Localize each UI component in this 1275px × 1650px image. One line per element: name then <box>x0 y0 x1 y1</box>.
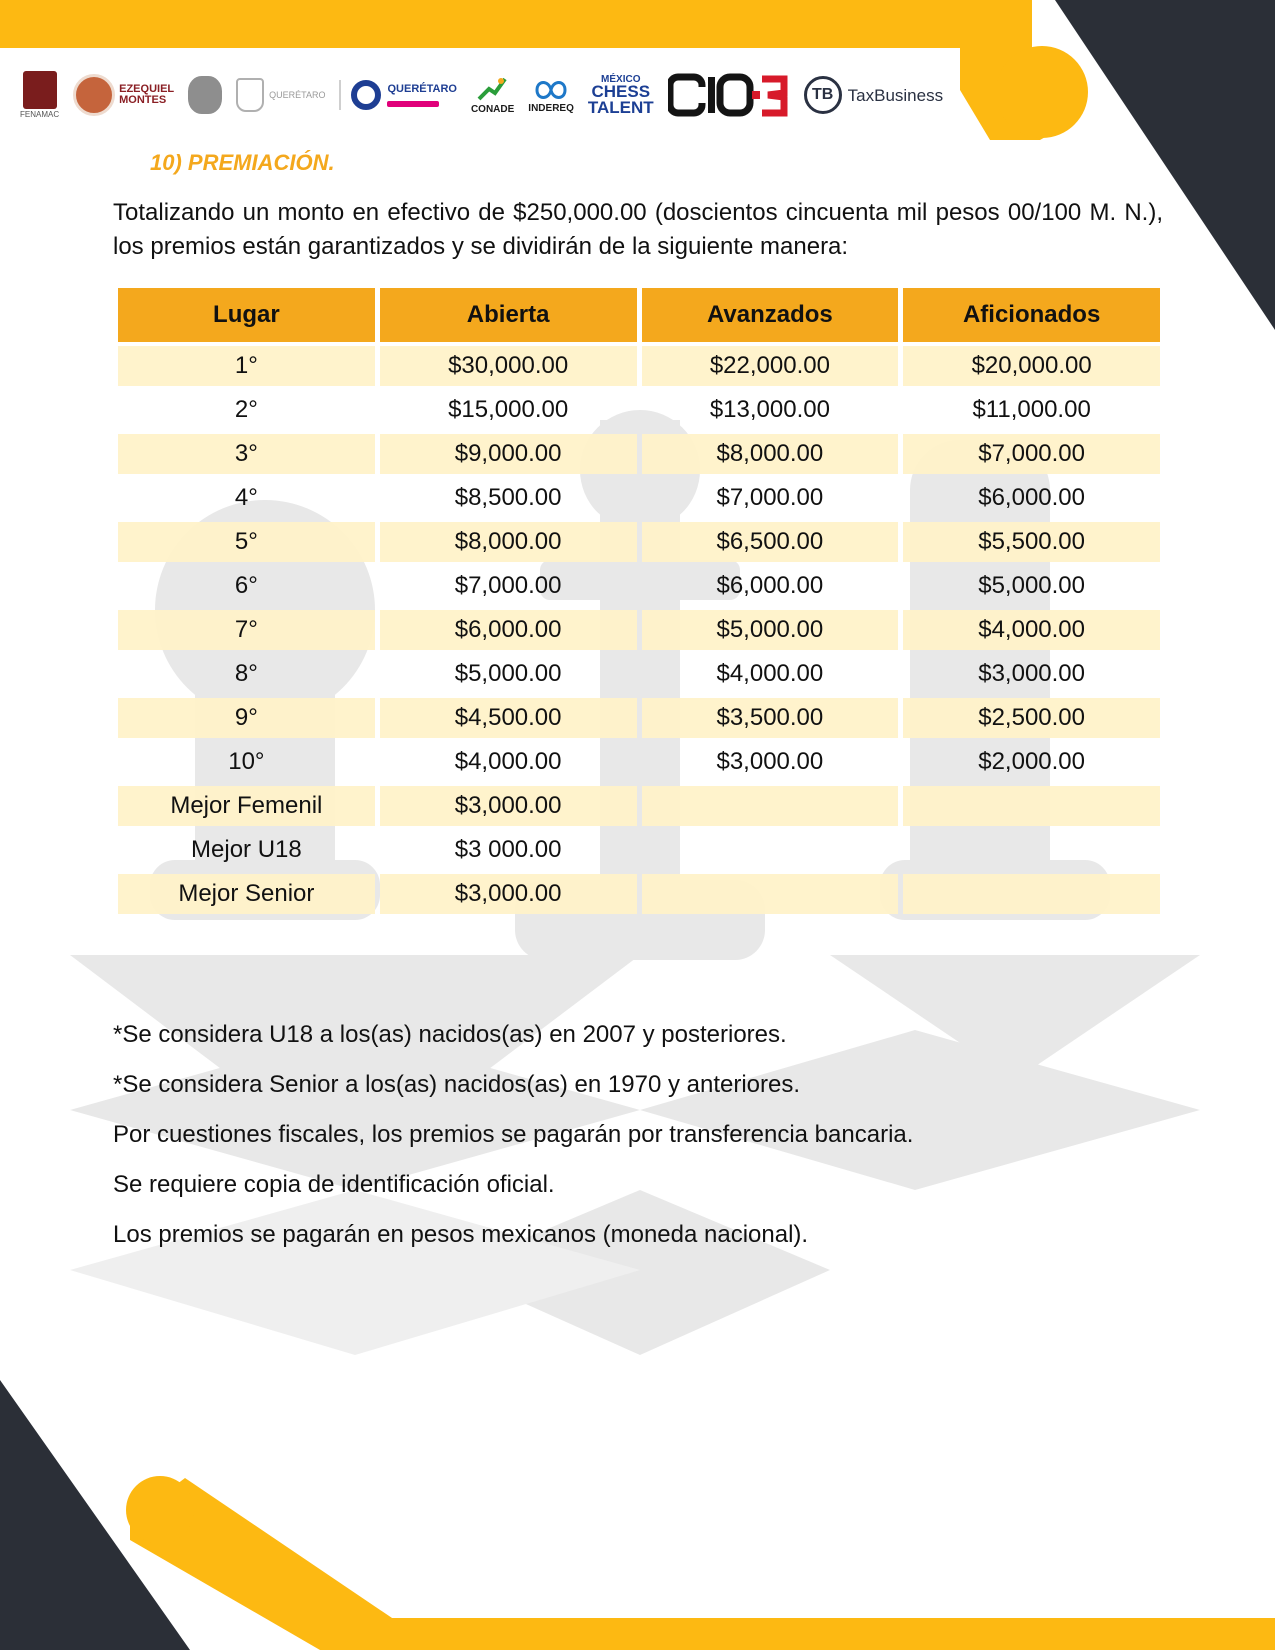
cell-aficionados: $20,000.00 <box>903 346 1160 386</box>
cell-avanzados: $5,000.00 <box>642 610 899 650</box>
indereq-logo-text: INDEREQ <box>528 103 574 114</box>
cell-abierta: $3,000.00 <box>380 874 637 914</box>
cell-abierta: $3,000.00 <box>380 786 637 826</box>
cell-lugar: 4° <box>234 484 258 511</box>
header-abierta: Abierta <box>380 288 637 342</box>
table-row <box>118 830 1160 870</box>
cell-lugar: 5° <box>118 522 375 562</box>
cell-aficionados: $4,000.00 <box>903 610 1160 650</box>
cell-lugar: 6° <box>234 572 258 599</box>
queretaro-municipal-logo <box>236 78 325 112</box>
section-title: 10) PREMIACIÓN. <box>150 150 335 175</box>
cell-abierta: $8,500.00 <box>454 484 562 511</box>
cell-avanzados: $3,500.00 <box>642 698 899 738</box>
cell-aficionados: $5,500.00 <box>903 522 1160 562</box>
cell-avanzados: $4,000.00 <box>716 660 824 687</box>
table-row <box>118 742 1160 782</box>
mct-line3: TALENT <box>587 97 654 117</box>
table-row <box>118 654 1160 694</box>
table-row <box>118 390 1160 430</box>
cell-avanzados <box>642 830 899 870</box>
fenamac-logo-text: FENAMAC <box>20 110 60 119</box>
cell-lugar: Mejor Femenil <box>118 786 375 826</box>
table-row <box>118 478 1160 518</box>
cell-abierta: $5,000.00 <box>454 660 562 687</box>
cell-aficionados: $2,500.00 <box>903 698 1160 738</box>
cell-abierta: $4,000.00 <box>454 748 562 775</box>
prize-table <box>113 284 1165 918</box>
cell-abierta: $8,000.00 <box>380 522 637 562</box>
queretaro-state-text: QUERÉTARO <box>387 82 457 95</box>
cell-aficionados: $7,000.00 <box>903 434 1160 474</box>
crest-icon <box>236 78 264 112</box>
table-row <box>118 786 1160 826</box>
note-currency: Los premios se pagarán en pesos mexicanos (moneda nacional). <box>113 1221 809 1248</box>
cell-avanzados: $8,000.00 <box>642 434 899 474</box>
cell-abierta: $9,000.00 <box>380 434 637 474</box>
cell-lugar: 9° <box>118 698 375 738</box>
ezequiel-logo-line2: MONTES <box>119 94 167 106</box>
ezequiel-logo-line1: EZEQUIEL <box>119 83 175 95</box>
table-row <box>118 698 1160 738</box>
municipal-seal-logo <box>188 76 222 114</box>
cell-lugar: 8° <box>234 660 258 687</box>
queretaro-municipal-text: QUERÉTARO <box>269 89 326 100</box>
fenamac-logo <box>20 71 59 119</box>
cell-avanzados: $13,000.00 <box>709 396 830 423</box>
conade-logo-text: CONADE <box>470 104 515 115</box>
cell-lugar: 1° <box>118 346 375 386</box>
ezequiel-montes-emblem-icon <box>73 74 115 116</box>
table-row <box>118 874 1160 914</box>
cell-lugar: Mejor U18 <box>191 836 302 863</box>
queretaro-pink-bar <box>387 101 439 107</box>
queretaro-q-icon <box>351 80 381 110</box>
cell-aficionados <box>903 874 1160 914</box>
cell-abierta: $4,500.00 <box>380 698 637 738</box>
ezequiel-montes-logo <box>73 74 174 116</box>
conade-logo <box>471 75 514 115</box>
runner-icon <box>475 75 511 103</box>
table-row <box>118 522 1160 562</box>
note-senior: *Se considera Senior a los(as) nacidos(as) en 1970 y anteriores. <box>113 1071 801 1098</box>
header-aficionados: Aficionados <box>903 288 1160 342</box>
table-header-row <box>118 288 1160 342</box>
cell-abierta: $30,000.00 <box>380 346 637 386</box>
cell-aficionados: $5,000.00 <box>978 572 1086 599</box>
cell-lugar: 3° <box>118 434 375 474</box>
cell-aficionados <box>903 786 1160 826</box>
cell-avanzados <box>642 874 899 914</box>
table-row <box>118 434 1160 474</box>
cell-aficionados: $6,000.00 <box>978 484 1086 511</box>
cid3-logo <box>668 73 790 117</box>
note-u18: *Se considera U18 a los(as) nacidos(as) en 2007 y posteriores. <box>113 1021 787 1048</box>
header-avanzados: Avanzados <box>642 288 899 342</box>
infinity-icon <box>531 76 571 102</box>
cell-aficionados: $11,000.00 <box>972 396 1091 423</box>
notes-list <box>113 1020 1163 1270</box>
cell-abierta: $3 000.00 <box>454 836 562 863</box>
mct-line2: CHESS <box>591 82 651 102</box>
cell-avanzados <box>642 786 899 826</box>
cell-abierta: $15,000.00 <box>448 396 569 423</box>
cell-avanzados: $3,000.00 <box>716 748 824 775</box>
cell-lugar: Mejor Senior <box>118 874 375 914</box>
cell-avanzados: $22,000.00 <box>642 346 899 386</box>
table-row <box>118 610 1160 650</box>
cell-avanzados: $6,000.00 <box>716 572 824 599</box>
header-lugar: Lugar <box>118 288 375 342</box>
cell-lugar: 10° <box>228 748 265 775</box>
mexico-chess-talent-logo <box>588 75 654 115</box>
eagle-seal-icon <box>188 76 222 114</box>
table-row <box>118 346 1160 386</box>
queretaro-state-logo <box>339 80 456 110</box>
intro-paragraph: Totalizando un monto en efectivo de $250,000.00 (doscientos cincuenta mil pesos 00/100 M. N.), los premios están garantizados y se dividirán de la siguiente manera: <box>113 199 1163 260</box>
fenamac-emblem-icon <box>23 71 57 109</box>
cell-abierta: $7,000.00 <box>454 572 562 599</box>
taxbusiness-logo-text: TaxBusiness <box>847 85 944 105</box>
cell-lugar: 7° <box>118 610 375 650</box>
cell-aficionados <box>903 830 1160 870</box>
sponsor-logo-bar <box>0 60 1020 130</box>
cell-avanzados: $6,500.00 <box>642 522 899 562</box>
cell-aficionados: $3,000.00 <box>978 660 1086 687</box>
cid3-logo-icon <box>668 73 790 117</box>
cell-aficionados: $2,000.00 <box>978 748 1086 775</box>
cell-abierta: $6,000.00 <box>380 610 637 650</box>
cell-lugar: 2° <box>234 396 258 423</box>
table-row <box>118 566 1160 606</box>
taxbusiness-mark-icon: TB <box>804 76 842 114</box>
note-identification: Se requiere copia de identificación oficial. <box>113 1171 555 1198</box>
taxbusiness-logo <box>804 76 943 114</box>
note-fiscal: Por cuestiones fiscales, los premios se pagarán por transferencia bancaria. <box>113 1121 914 1148</box>
indereq-logo <box>528 76 574 114</box>
cell-avanzados: $7,000.00 <box>716 484 824 511</box>
mct-line1: MÉXICO <box>601 74 641 86</box>
